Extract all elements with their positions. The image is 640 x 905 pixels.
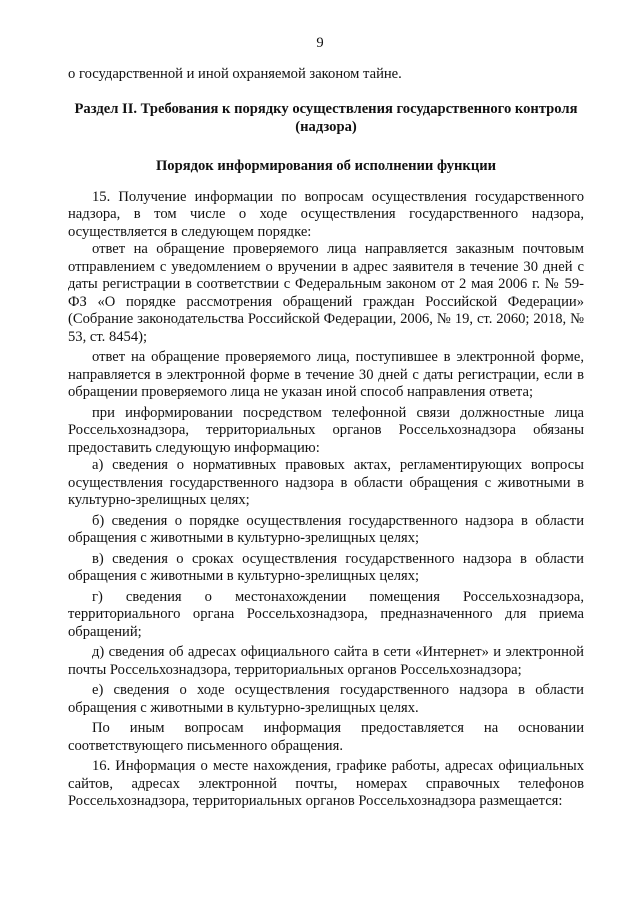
list-item-e: е) сведения о ходе осуществления государственного надзора в области обращения с животными в культурно-зрелищных целях. — [68, 682, 584, 716]
subsection-title: Порядок информирования об исполнении функции — [155, 157, 497, 174]
list-item-b: б) сведения о порядке осуществления государственного надзора в области обращения с животными в культурно-зрелищных целях; — [68, 512, 584, 546]
section-title: Раздел II. Требования к порядку осуществления государственного контроля (надзора) — [74, 100, 578, 135]
paragraph-phone-info: при информировании посредством телефонной связи должностные лица Россельхознадзора, территориальных органов Россельхознадзора обязаны предоставить следующую информацию: — [68, 404, 584, 456]
paragraph-electronic-response: ответ на обращение проверяемого лица, поступившее в электронной форме, направляется в электронной форме в течение 30 дней с даты регистрации, если в обращении проверяемого лица не указан иной способ направления ответа; — [68, 349, 584, 400]
page-number: 9 — [316, 35, 324, 51]
paragraph-other-questions: По иным вопросам информация предоставляется на основании соответствующего письменного обращения. — [68, 720, 584, 754]
paragraph-15: 15. Получение информации по вопросам осуществления государственного надзора, в том числе о ходе осуществления государственного надзора, осуществляется в следующем порядке: — [68, 188, 584, 240]
lead-text: о государственной и иной охраняемой законом тайне. — [68, 66, 402, 82]
paragraph-16: 16. Информация о месте нахождения, графике работы, адресах официальных сайтов, адресах электронной почты, номерах справочных телефонов Россельхознадзора, территориальных органов Россельхознадзора размещается: — [68, 758, 584, 809]
list-item-g: г) сведения о местонахождении помещения Россельхознадзора, территориального органа Россельхознадзора, предназначенного для приема обращений; — [68, 588, 584, 640]
paragraph-mail-response: ответ на обращение проверяемого лица направляется заказным почтовым отправлением с уведомлением о вручении в адрес заявителя в течение 30 дней с даты регистрации в соответствии с Федеральным законом от 2 мая 2006 г. № 59-ФЗ «О порядке рассмотрения обращений граждан Российской Федерации» (Собрание законодательства Российской Федерации, 2006, № 19, ст. 2060; 2018, № 53, ст. 8454); — [68, 241, 584, 345]
document-body — [68, 66, 584, 811]
list-item-d: д) сведения об адресах официального сайта в сети «Интернет» и электронной почты Россельхознадзора, территориальных органов Россельхознадзора; — [68, 644, 584, 678]
list-item-v: в) сведения о сроках осуществления государственного надзора в области обращения с животными в культурно-зрелищных целях; — [68, 550, 584, 584]
list-item-a: а) сведения о нормативных правовых актах, регламентирующих вопросы осуществления государственного надзора в области обращения с животными в культурно-зрелищных целях; — [68, 457, 584, 508]
